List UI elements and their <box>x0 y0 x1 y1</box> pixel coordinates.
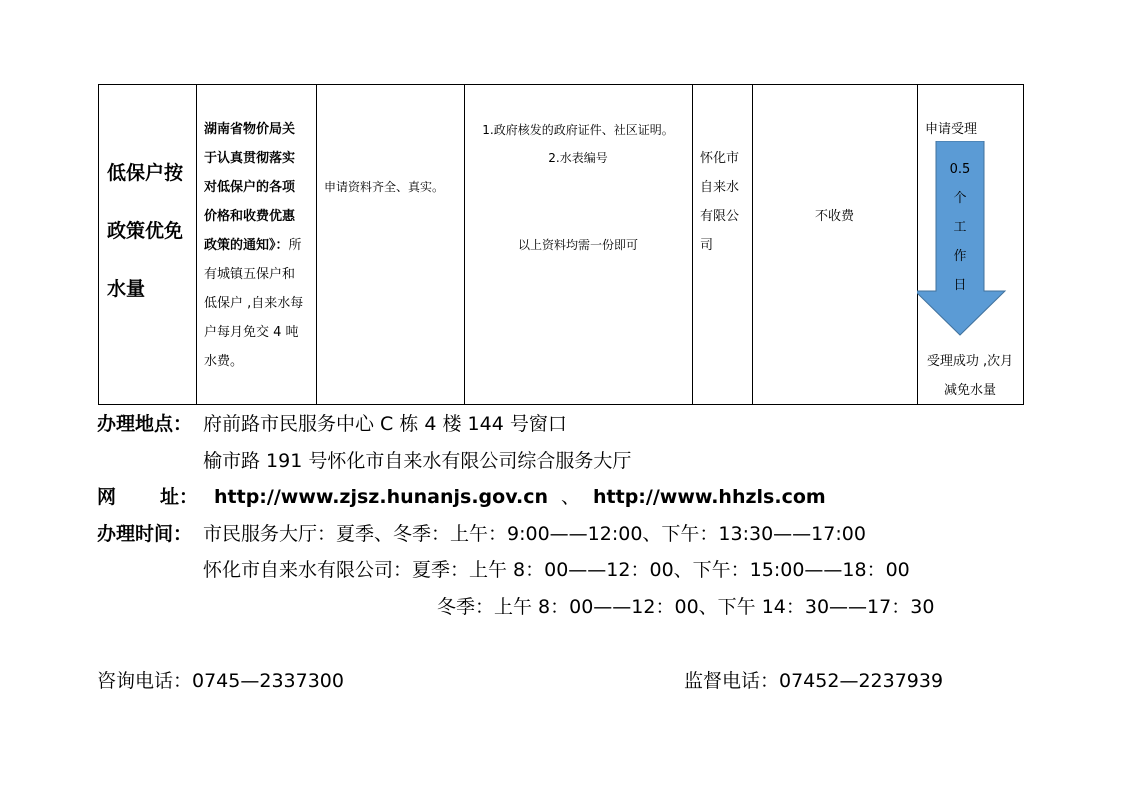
policy-basis-line: 对低保户的各项 <box>204 180 296 195</box>
policy-text-start: 所 <box>288 238 302 253</box>
hours-line: 市民服务大厅：夏季、冬季：上午：9:00——12:00、下午：13:30——17:00 <box>203 523 866 545</box>
materials-line: 2.水表编号 <box>548 151 608 165</box>
consult-phone: 咨询电话：0745—2337300 <box>97 670 344 692</box>
item-name-cell <box>99 85 196 404</box>
website-label-1: 网 <box>97 486 117 508</box>
hours-line: 怀化市自来水有限公司：夏季：上午 8：00——12：00、下午：15:00——18：00 <box>203 559 910 581</box>
website-link-1[interactable]: http://www.zjsz.hunanjs.gov.cn <box>214 486 549 508</box>
policy-basis-line: 户每月免交 4 吨 <box>204 325 299 340</box>
policy-basis-cell <box>196 85 316 404</box>
website-link-2[interactable]: http://www.hhzls.com <box>593 486 826 508</box>
materials-note: 以上资料均需一份即可 <box>517 238 638 252</box>
materials-cell <box>464 85 692 404</box>
conditions-text: 申请资料齐全、真实。 <box>324 180 445 194</box>
service-table <box>98 84 1024 405</box>
handler-cell <box>692 85 752 404</box>
website-label-2: 址： <box>160 486 199 508</box>
item-name-line: 低保户按 <box>107 162 184 184</box>
process-result-line: 受理成功 ,次月 <box>926 354 1014 369</box>
handler-line: 怀化市 <box>700 151 740 166</box>
policy-basis-line: 价格和收费优惠 <box>204 209 296 224</box>
policy-basis-line: 水费。 <box>204 354 244 369</box>
location-line: 府前路市民服务中心 C 栋 4 楼 144 号窗口 <box>203 413 567 435</box>
hours-line: 冬季：上午 8：00——12：00、下午 14：30——17：30 <box>437 596 935 618</box>
process-result-line: 减免水量 <box>943 383 996 398</box>
duration-line: 工 <box>953 220 967 235</box>
handler-line: 司 <box>700 238 714 253</box>
handler-line: 有限公 <box>700 209 740 224</box>
policy-title-end: 政策的通知》 <box>204 238 276 253</box>
location-label: 办理地点： <box>97 413 193 435</box>
policy-basis-line: 湖南省物价局关 <box>204 122 296 137</box>
duration-line: 0.5 <box>949 162 971 177</box>
item-name-line: 政策优免 <box>107 220 184 242</box>
duration-line: 作 <box>953 249 967 264</box>
hours-label: 办理时间： <box>97 523 193 545</box>
handler-line: 自来水 <box>700 180 740 195</box>
supervise-phone: 监督电话：07452—2237939 <box>684 670 944 692</box>
item-name-line: 水量 <box>107 278 146 300</box>
policy-basis-line: 于认真贯彻落实 <box>204 151 296 166</box>
process-start: 申请受理 <box>925 122 978 137</box>
conditions-cell <box>316 85 464 404</box>
duration-line: 日 <box>953 278 967 293</box>
policy-basis-line <box>204 238 302 254</box>
fee-cell <box>752 85 917 404</box>
fee-text: 不收费 <box>814 209 854 224</box>
website-separator: 、 <box>561 486 581 508</box>
duration-line: 个 <box>953 191 967 206</box>
policy-colon: ： <box>275 238 289 253</box>
materials-line: 1.政府核发的政府证件、社区证明。 <box>482 123 674 137</box>
policy-basis-line: 低保户 ,自来水每 <box>204 296 304 311</box>
policy-basis-line: 有城镇五保户和 <box>204 267 296 282</box>
location-line: 榆市路 191 号怀化市自来水有限公司综合服务大厅 <box>203 450 632 472</box>
process-cell <box>917 85 1023 404</box>
